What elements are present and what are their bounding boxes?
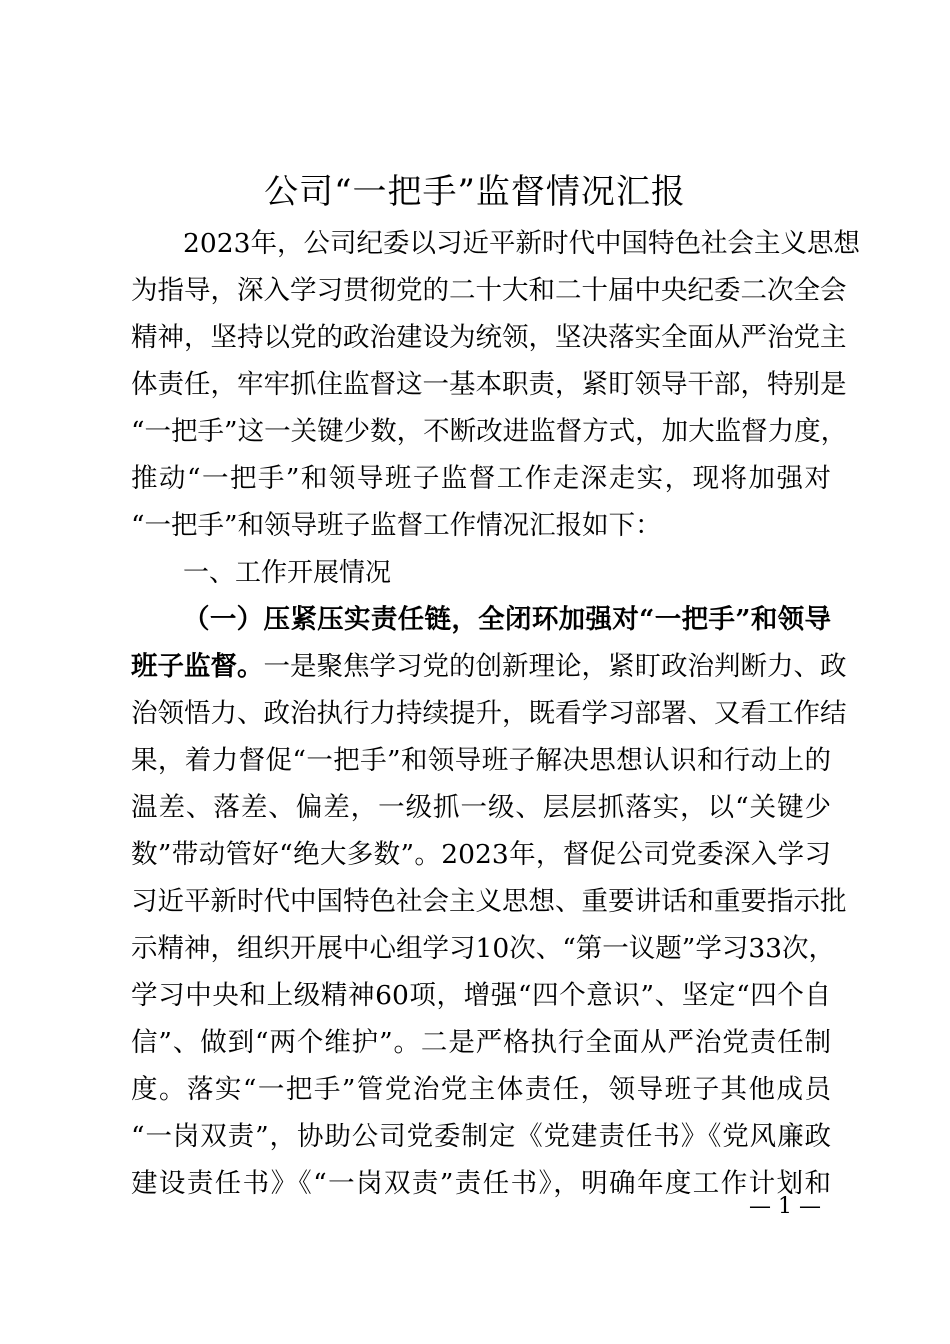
body-text: 一是聚焦学习党的创新理论，紧盯政治判断力、政 bbox=[263, 651, 847, 682]
intro-line: 2023年，公司纪委以习近平新时代中国特色社会主义思想 bbox=[183, 228, 860, 259]
body-line: 治领悟力、政治执行力持续提升，既看学习部署、又看工作结 bbox=[131, 698, 847, 729]
intro-line: “一把手”这一关键少数，不断改进监督方式，加大监督力度， bbox=[131, 416, 848, 447]
body-line: 数”带动管好“绝大多数”。2023年，督促公司党委深入学习 bbox=[131, 839, 831, 870]
body-line: 度。落实“一把手”管党治党主体责任，领导班子其他成员 bbox=[131, 1074, 831, 1105]
document-title: 公司“一把手”监督情况汇报 bbox=[264, 172, 686, 212]
intro-line: 为指导，深入学习贯彻党的二十大和二十届中央纪委二次全会 bbox=[131, 275, 847, 306]
body-line bbox=[131, 647, 847, 687]
body-line: 温差、落差、偏差，一级抓一级、层层抓落实，以“关键少 bbox=[131, 792, 831, 823]
body-line: 习近平新时代中国特色社会主义思想、重要讲话和重要指示批 bbox=[131, 886, 847, 917]
body-line: 果，着力督促“一把手”和领导班子解决思想认识和行动上的 bbox=[131, 745, 831, 776]
body-line: “一岗双责”，协助公司党委制定《党建责任书》《党风廉政 bbox=[131, 1121, 831, 1152]
subsection-heading-end: 班子监督。 bbox=[131, 651, 264, 682]
intro-line: “一把手”和领导班子监督工作情况汇报如下： bbox=[131, 510, 662, 541]
intro-line: 精神，坚持以党的政治建设为统领，坚决落实全面从严治党主 bbox=[131, 322, 847, 353]
intro-line: 体责任，牢牢抓住监督这一基本职责，紧盯领导干部，特别是 bbox=[131, 369, 847, 400]
body-line: 信”、做到“两个维护”。二是严格执行全面从严治党责任制 bbox=[131, 1027, 831, 1058]
subsection-heading: （一）压紧压实责任链，全闭环加强对“一把手”和领导 bbox=[183, 604, 831, 635]
body-line: 示精神，组织开展中心组学习10次、“第一议题”学习33次， bbox=[131, 933, 836, 964]
section-heading: 一、工作开展情况 bbox=[183, 558, 392, 588]
page-number: — 1 — bbox=[749, 1194, 821, 1219]
body-line: 学习中央和上级精神60项，增强“四个意识”、坚定“四个自 bbox=[131, 980, 831, 1011]
intro-line: 推动“一把手”和领导班子监督工作走深走实，现将加强对 bbox=[131, 463, 831, 494]
body-line: 建设责任书》《“一岗双责”责任书》，明确年度工作计划和 bbox=[131, 1168, 831, 1199]
